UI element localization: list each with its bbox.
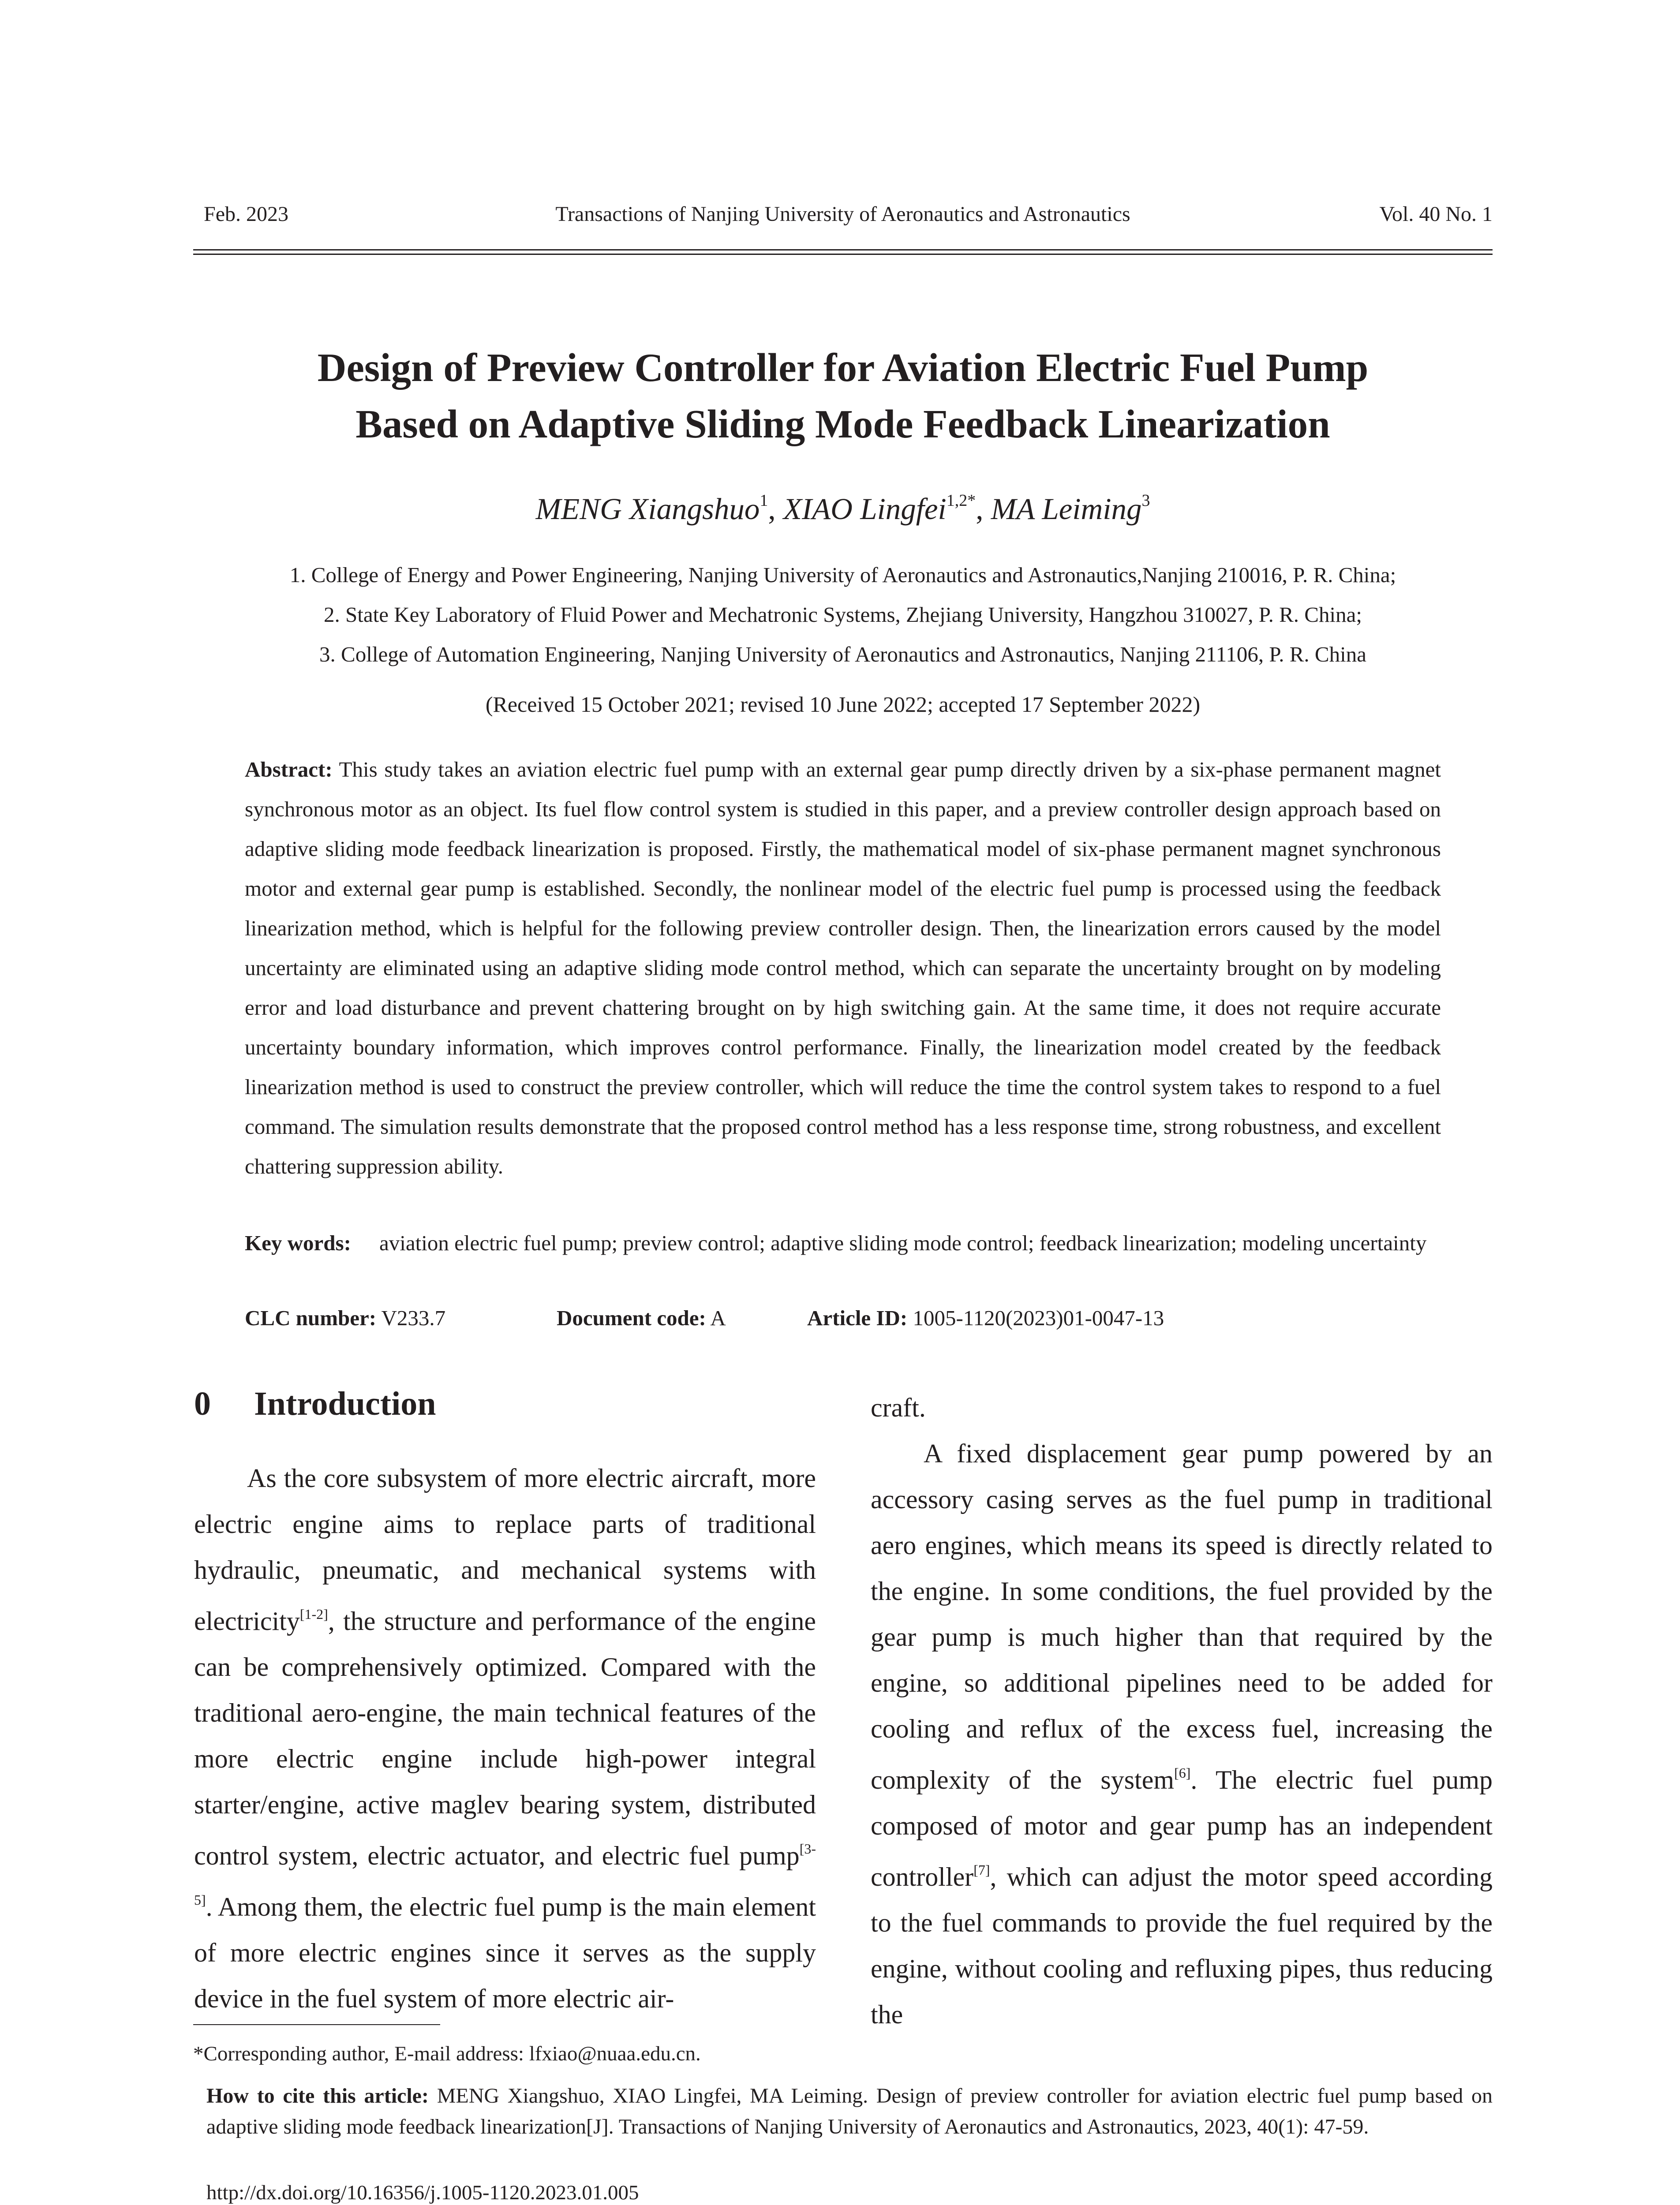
paragraph-text: A fixed displacement gear pump powered by an accessory casing serves as the fuel pump in traditional aero engines, which means its speed is directly related to the engine. In some conditions, the fuel provided by the gear pump is much higher than that required by the engine, so additional pipelines need to be added for cooling and reflux of the excess fuel, increasing the complexity of the system <box>871 1439 1493 1794</box>
title-line-1: Design of Preview Controller for Aviation Electric Fuel Pump <box>317 345 1369 390</box>
title-line-2: Based on Adaptive Sliding Mode Feedback Linearization <box>355 402 1330 446</box>
author-separator: , <box>976 492 991 526</box>
document-code-label: Document code: <box>557 1306 706 1330</box>
abstract-label: Abstract: <box>245 757 333 781</box>
abstract-text: This study takes an aviation electric fuel pump with an external gear pump directly driven by a six-phase permanent magnet synchronous motor as an object. Its fuel flow control system is studied in this paper, and a preview controller design approach based on adaptive sliding mode feedback linearization is proposed. Firstly, the mathematical model of six-phase permanent magnet synchronous motor and external gear pump is established. Secondly, the nonlinear model of the electric fuel pump is processed using the feedback linearization method, which is helpful for the following preview controller design. Then, the linearization errors caused by the model uncertainty are eliminated using an adaptive sliding mode control method, which can separate the uncertainty brought on by modeling error and load disturbance and prevent chattering brought on by high switching gain. At the same time, it does not require accurate uncertainty boundary information, which improves control performance. Finally, the linearization model created by the feedback linearization method is used to construct the preview controller, which will reduce the time the control system takes to respond to a fuel command. The simulation results demonstrate that the proposed control method has a less response time, strong robustness, and excellent chattering suppression ability. <box>245 757 1441 1178</box>
author-affiliation-mark: 1 <box>760 491 768 510</box>
citation-ref: [3-5] <box>194 1841 816 1908</box>
citation-ref: [1-2] <box>299 1606 328 1622</box>
received-dates: (Received 15 October 2021; revised 10 June 2022; accepted 17 September 2022) <box>485 692 1201 717</box>
section-heading <box>194 1385 436 1423</box>
affiliation-2: 2. State Key Laboratory of Fluid Power and Mechatronic Systems, Zhejiang University, Hangzhou 310027, P. R. China; <box>324 602 1362 627</box>
corresponding-author: *Corresponding author, E-mail address: lfxiao@nuaa.edu.cn. <box>193 2042 701 2065</box>
clc-value: V233.7 <box>381 1306 446 1330</box>
author-affiliation-mark: 1,2* <box>946 491 976 510</box>
author-separator: , <box>768 492 783 526</box>
section-title: Introduction <box>254 1385 436 1422</box>
affiliation-1: 1. College of Energy and Power Engineering, Nanjing University of Aeronautics and Astronautics,Nanjing 210016, P. R. China; <box>289 563 1396 587</box>
paragraph-text: As the core subsystem of more electric aircraft, more electric engine aims to replace parts of traditional hydraulic, pneumatic, and mechanical systems with electricity <box>194 1464 816 1636</box>
author-list <box>193 492 1493 527</box>
header-rule-bottom <box>193 254 1493 255</box>
paragraph-text: . Among them, the electric fuel pump is the main element of more electric engines since it serves as the supply device in the fuel system of more electric air- <box>194 1892 816 2013</box>
header-rule-top <box>193 249 1493 250</box>
author-name: MENG Xiangshuo <box>535 492 760 526</box>
right-column <box>871 1385 1493 2037</box>
paragraph-text: , the structure and performance of the engine can be comprehensively optimized. Compared with the traditional aero-engine, the main technical features of the more electric engine include high-power integral starter/engine, active maglev bearing system, distributed control system, electric actuator, and electric fuel pump <box>194 1607 816 1870</box>
author-name: XIAO Lingfei <box>783 492 947 526</box>
citation-ref: [6] <box>1174 1765 1191 1781</box>
author-affiliation-mark: 3 <box>1141 491 1150 510</box>
paper-title <box>193 340 1493 452</box>
abstract <box>245 750 1441 1186</box>
citation-note <box>206 2081 1493 2142</box>
article-id-value: 1005-1120(2023)01-0047-13 <box>913 1306 1164 1330</box>
clc-number <box>245 1305 445 1330</box>
article-id-label: Article ID: <box>807 1306 908 1330</box>
article-id <box>807 1305 1164 1330</box>
keywords-text: aviation electric fuel pump; preview control; adaptive sliding mode control; feedback linearization; modeling uncertainty <box>379 1231 1427 1255</box>
document-code-value: A <box>710 1306 726 1330</box>
header-volume: Vol. 40 No. 1 <box>1379 202 1493 226</box>
citation-ref: [7] <box>973 1862 990 1878</box>
footnote-rule <box>193 2024 440 2025</box>
affiliation-3: 3. College of Automation Engineering, Nanjing University of Aeronautics and Astronautics, Nanjing 211106, P. R. China <box>319 642 1366 666</box>
keywords-label: Key words: <box>245 1231 351 1255</box>
header-journal: Transactions of Nanjing University of Aeronautics and Astronautics <box>555 202 1130 226</box>
clc-label: CLC number: <box>245 1306 377 1330</box>
paragraph-text: . The electric fuel pump composed of motor and gear pump has an independent controller <box>871 1765 1493 1891</box>
paragraph <box>194 1455 816 2022</box>
document-code <box>557 1305 726 1330</box>
paragraph-text: , which can adjust the motor speed according to the fuel commands to provide the fuel required by the engine, without cooling and refluxing pipes, thus reducing the <box>871 1862 1493 2029</box>
paragraph <box>871 1431 1493 2037</box>
left-column <box>194 1455 816 2022</box>
doi-link[interactable]: http://dx.doi.org/10.16356/j.1005-1120.2023.01.005 <box>206 2181 639 2204</box>
header-date: Feb. 2023 <box>204 202 288 226</box>
cite-text: MENG Xiangshuo, XIAO Lingfei, MA Leiming. Design of preview controller for aviation electric fuel pump based on adaptive sliding mode feedback linearization[J]. Transactions of Nanjing University of Aeronautics and Astronautics, 2023, 40(1): 47-59. <box>206 2084 1493 2138</box>
section-number: 0 <box>194 1385 211 1422</box>
author-name: MA Leiming <box>991 492 1142 526</box>
cite-label: How to cite this article: <box>206 2084 429 2108</box>
paragraph-continuation: craft. <box>871 1393 926 1422</box>
